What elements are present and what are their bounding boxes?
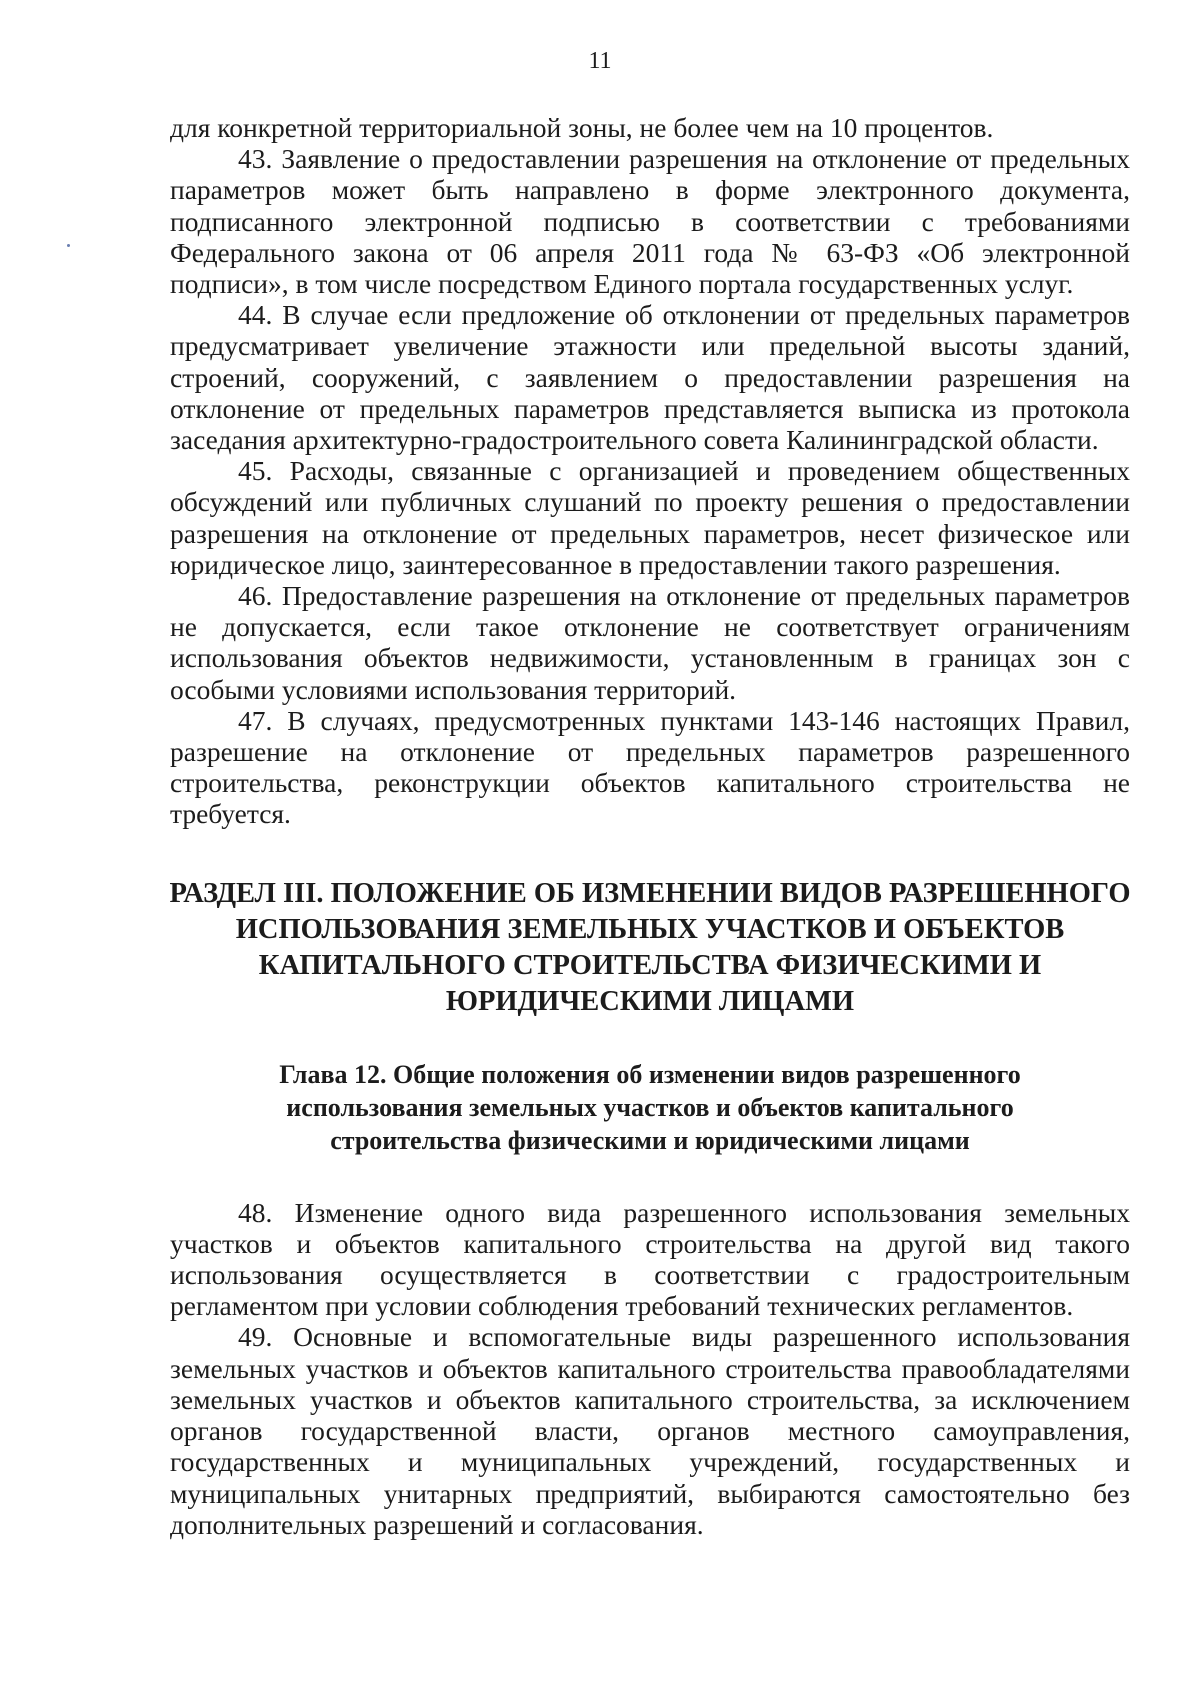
section-heading-line: ЮРИДИЧЕСКИМИ ЛИЦАМИ bbox=[445, 985, 855, 1017]
paragraph-49: 49. Основные и вспомогательные виды разрешенного использования земельных участков и объектов капитального строительства правообладателями земельных участков и объектов капитального строительства, за исключением органов государственной власти, органов местного самоуправления, государственных и муниципальных учреждений, государственных и муниципальных унитарных предприятий, выбираются самостоятельно без дополнительных разрешений и согласования. bbox=[170, 1321, 1130, 1540]
page-number: 11 bbox=[588, 48, 612, 74]
chapter-heading-line: строительства физическими и юридическими лицами bbox=[330, 1125, 970, 1155]
paragraph-47: 47. В случаях, предусмотренных пунктами 143-146 настоящих Правил, разрешение на отклонение от предельных параметров разрешенного строительства, реконструкции объектов капитального строительства не требуется. bbox=[170, 704, 1130, 830]
chapter-heading-line: Глава 12. Общие положения об изменении видов разрешенного bbox=[279, 1059, 1021, 1089]
chapter-heading bbox=[170, 1058, 1130, 1157]
paragraph-44: 44. В случае если предложение об отклонении от предельных параметров предусматривает увеличение этажности или предельной высоты зданий, строений, сооружений, с заявлением о предоставлении разрешения на отклонение от предельных параметров представляется выписка из протокола заседания архитектурно-градостроительного совета Калининградской области. bbox=[170, 299, 1130, 456]
section-heading bbox=[162, 876, 1138, 1020]
paragraph-48: 48. Изменение одного вида разрешенного использования земельных участков и объектов капитального строительства на другой вид такого использования осуществляется в соответствии с градостроительным регламентом при условии соблюдения требований технических регламентов. bbox=[170, 1196, 1130, 1322]
paragraph-43: 43. Заявление о предоставлении разрешения на отклонение от предельных параметров может быть направлено в форме электронного документа, подписанного электронной подписью в соответствии с требованиями Федерального закона от 06 апреля 2011 года № 63-ФЗ «Об электронной подписи», в том числе посредством Единого портала государственных услуг. bbox=[170, 143, 1130, 300]
paragraph-46: 46. Предоставление разрешения на отклонение от предельных параметров не допускается, если такое отклонение не соответствует ограничениям использования объектов недвижимости, установленным в границах зон с особыми условиями использования территорий. bbox=[170, 580, 1130, 705]
chapter-body bbox=[170, 1197, 1130, 1540]
paragraph-45: 45. Расходы, связанные с организацией и проведением общественных обсуждений или публичных слушаний по проекту решения о предоставлении разрешения на отклонение от предельных параметров, несет физическое или юридическое лицо, заинтересованное в предоставлении такого разрешения. bbox=[170, 455, 1130, 580]
document-body bbox=[170, 112, 1130, 1540]
section-heading-line: ИСПОЛЬЗОВАНИЯ ЗЕМЕЛЬНЫХ УЧАСТКОВ И ОБЪЕКТОВ bbox=[235, 913, 1065, 945]
chapter-heading-line: использования земельных участков и объектов капитального bbox=[286, 1092, 1014, 1122]
section-heading-line: КАПИТАЛЬНОГО СТРОИТЕЛЬСТВА ФИЗИЧЕСКИМИ И bbox=[258, 949, 1042, 981]
paragraph-42-continuation: для конкретной территориальной зоны, не более чем на 10 процентов. bbox=[170, 112, 994, 143]
scan-speck bbox=[67, 244, 70, 247]
section-heading-line: РАЗДЕЛ III. ПОЛОЖЕНИЕ ОБ ИЗМЕНЕНИИ ВИДОВ РАЗРЕШЕННОГО bbox=[169, 877, 1131, 909]
